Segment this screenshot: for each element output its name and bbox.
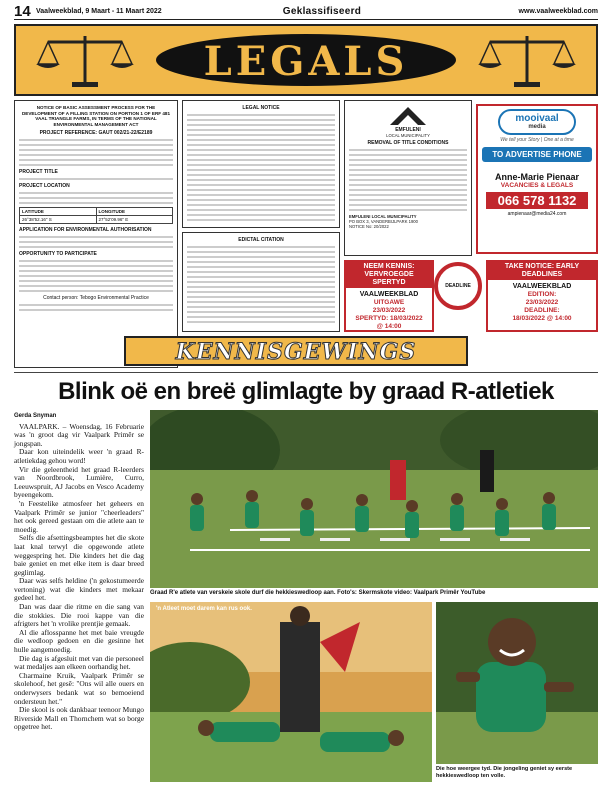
article-paragraph: Al die aflosspanne het met baie vreugde die wedloop gedoen en die gesinne het hulle aangemoedig. — [14, 627, 144, 655]
right-photo-caption: Die hoe weergee tyd. Die jongeling geniet sy eerste hekkieswedloop ten volle. — [436, 766, 573, 779]
eng-deadline-label: DEADLINE: — [524, 307, 560, 314]
application-label: APPLICATION FOR ENVIRONMENTAL AUTHORISATION — [19, 227, 152, 234]
emfuleni-logo-icon — [388, 105, 428, 127]
section-divider — [14, 372, 598, 373]
participation-label: OPPORTUNITY TO PARTICIPATE — [19, 251, 97, 258]
afr-edition-date: 23/03/2022 — [372, 307, 406, 314]
emfuleni-footer-3: NOTICE No: 20/2022 — [349, 224, 389, 229]
latitude-value: 26°38'52.16" S — [20, 216, 97, 224]
mid-photo-caption: 'n Atleet moet darem kan rus ook. — [156, 606, 252, 612]
smiling-athlete-photo — [436, 602, 598, 764]
scales-of-justice-icon — [472, 30, 582, 92]
mooivaal-advert[interactable] — [476, 104, 598, 254]
emfuleni-body — [349, 149, 467, 211]
project-location-label: PROJECT LOCATION — [19, 183, 70, 190]
article-paragraph: Die skool is ook dankbaar teenoor Mungo Riverside Mall en Thornchem wat so borge opgetree het. — [14, 705, 144, 732]
contact-name: Anne-Marie Pienaar — [494, 172, 580, 182]
notice-heading: NOTICE OF BASIC ASSESSMENT PROCESS FOR THE DEVELOPMENT OF A FILLING STATION ON PORTION 1 OF ERF 481 VAAL TRIANGLE FARMS, IN TERMS OF THE NATIONAL ENVIRONMENTAL MANAGEMENT ACT — [21, 105, 171, 127]
early-deadline-notice-afr — [344, 260, 434, 332]
article-paragraph: Daar kon uiteindelik weer 'n graad R-atletiekdag gehou word! — [14, 447, 144, 465]
afr-deadline-label: SPERTYD: 18/03/2022 — [355, 315, 423, 322]
emfuleni-footer-2: PO BOX 3, VANDERBIJLPARK 1900 — [349, 219, 418, 224]
legals-banner — [14, 24, 598, 96]
legal-notice-box — [182, 100, 340, 228]
mooivaal-tagline: We tell your Story | One at a time — [500, 137, 574, 143]
afr-heading: NEEM KENNIS: VERVROEGDE SPERTYD — [346, 262, 432, 288]
emfuleni-name: EMFULENI — [395, 127, 421, 133]
article-paragraph: Die dag is afgesluit met van die personeel wat medaljes aan elkeen oorhandig het. — [14, 653, 144, 672]
page-number: 14 — [14, 3, 31, 20]
edictal-heading: EDICTAL CITATION — [238, 237, 284, 243]
article-headline: Blink oë en breë glimlagte by graad R-atletiek — [58, 378, 554, 405]
page-header — [14, 4, 598, 20]
contact-person: Contact person: Tebogo Environmental Practice — [43, 295, 149, 302]
kennisgewings-banner — [124, 336, 468, 366]
emfuleni-notice — [344, 100, 472, 256]
early-deadline-notice-eng — [486, 260, 598, 332]
contact-phone[interactable]: 066 578 1132 — [486, 192, 588, 209]
basic-assessment-notice — [14, 100, 178, 368]
edictal-citation-box — [182, 232, 340, 332]
notice-reference: PROJECT REFERENCE: GAUT 002/21-22/E2189 — [39, 130, 153, 137]
article-paragraph: Charmaine Kruik, Vaalpark Primêr se skolehoof, het gesê: "Ons wil alle ouers en onderwysers bedank wat so bemoeiend ondersteun het." — [14, 670, 144, 706]
article-paragraph: Daar was selfs heldine ('n gekostumeerde vertoning) wat die kinders met mekaar gedeel het. — [14, 576, 144, 603]
legal-notice-heading: LEGAL NOTICE — [242, 105, 280, 111]
deadline-clock-icon: DEADLINE — [434, 262, 482, 310]
advertise-banner: TO ADVERTISE PHONE — [482, 147, 592, 162]
article-paragraph: Dan was daar die ritme en die sang van die stokkies. Die rooi kappe van die afrigters het 'n vrolike prentjie gemaak. — [14, 602, 144, 629]
eng-heading: TAKE NOTICE: EARLY DEADLINES — [488, 262, 596, 280]
vacancies-label: VACANCIES & LEGALS — [500, 182, 574, 189]
emfuleni-footer-1: EMFULENI LOCAL MUNICIPALITY — [349, 214, 417, 219]
longitude-header: LONGITUDE — [96, 208, 173, 216]
notice-body-text — [19, 139, 173, 166]
main-photo-caption: Graad R'e atlete van verskeie skole durf die hekkieswedloop aan. Foto's: Skermskote video: Vaalpark Primêr YouTube — [150, 590, 486, 596]
mooivaal-logo: mooivaal media — [498, 109, 576, 135]
scales-of-justice-icon — [30, 30, 140, 92]
article-byline: Gerda Snyman — [14, 413, 57, 419]
contact-email[interactable]: ampienaar@media24.com — [507, 211, 567, 217]
afr-edition-label: UITGAWE — [373, 299, 405, 306]
latitude-header: LATITUDE — [20, 208, 97, 216]
article-paragraph: Selfs die afsettingsbeamptes het die skote laat knal terwyl die opgewonde atlete weggespring het. Die kinders het die dag baie geniet en met elke item is daar breed geglimlag. — [14, 533, 144, 577]
section-title: Geklassifiseerd — [282, 6, 362, 17]
article-paragraph: VAALPARK. – Woensdag, 16 Februarie was 'n groot dag vir Vaalpark Primêr se jongspan. — [14, 421, 144, 448]
publication-date: Vaalweekblad, 9 Maart - 11 Maart 2022 — [36, 8, 162, 15]
legals-title: LEGALS — [203, 38, 409, 85]
emfuleni-notice-title: REMOVAL OF TITLE CONDITIONS — [367, 140, 449, 146]
legal-notice-body — [187, 114, 335, 221]
eng-edition-date: 23/03/2022 — [525, 299, 559, 306]
article-paragraph: Vir die geleentheid het graad R-leerders van Noordbrook, Lumière, Curro, Leeuwspruit, AJ Jacobs en Vesco Academy byeengekom. — [14, 464, 144, 500]
eng-paper: VAALWEEKBLAD — [512, 283, 572, 290]
coordinates-table — [19, 207, 173, 224]
emfuleni-subtitle: LOCAL MUNICIPALITY — [386, 133, 430, 138]
kennisgewings-title: KENNISGEWINGS — [175, 339, 417, 365]
resting-athlete-photo — [150, 602, 432, 782]
eng-deadline-time: 18/03/2022 @ 14:00 — [512, 315, 572, 322]
eng-edition-label: EDITION: — [527, 291, 557, 298]
article-paragraph: 'n Feestelike atmosfeer het geheers en Vaalpark Primêr se junior "cheerleaders" het ook gereed gestaan om die atlete aan te moedig. — [14, 498, 144, 534]
main-race-photo — [150, 410, 598, 588]
afr-paper: VAALWEEKBLAD — [359, 291, 419, 298]
longitude-value: 27°52'09.96" E — [96, 216, 173, 224]
edictal-body — [187, 246, 335, 323]
article-body — [14, 412, 144, 732]
website-url[interactable]: www.vaalweekblad.com — [518, 8, 598, 15]
afr-deadline-time: @ 14:00 — [376, 323, 402, 330]
project-title-label: PROJECT TITLE — [19, 169, 58, 176]
